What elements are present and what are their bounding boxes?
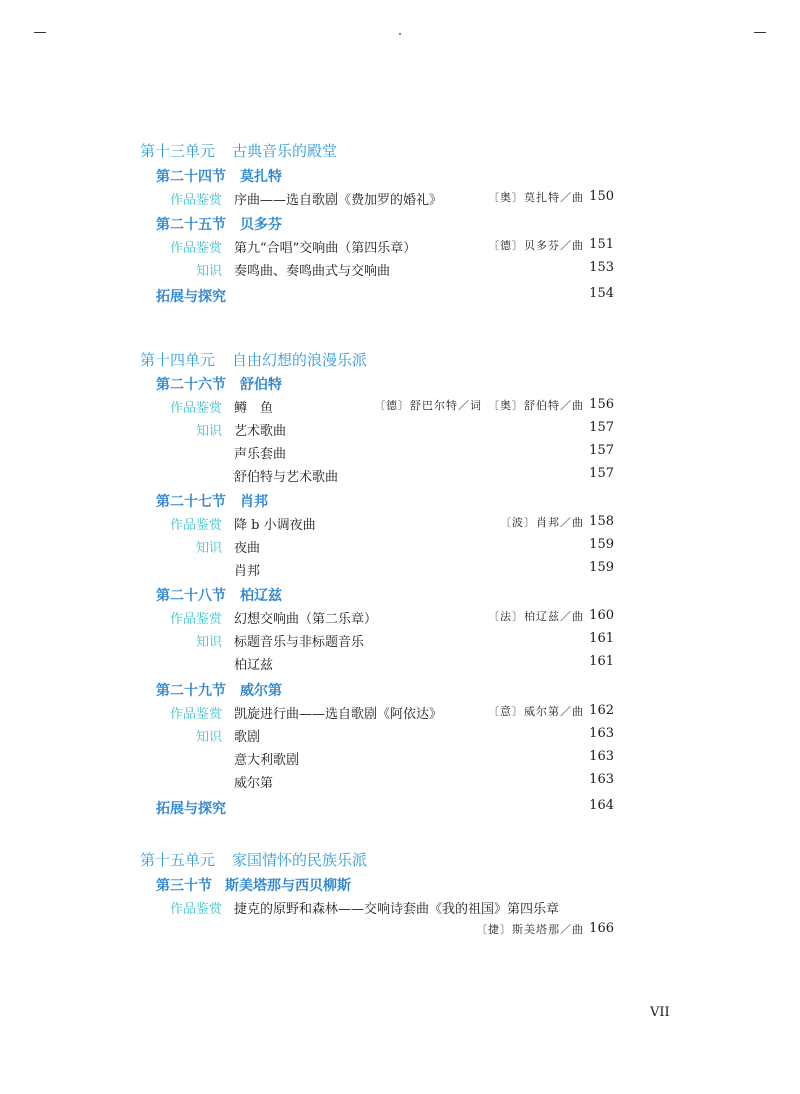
entry-tag: 知识 [195,424,222,439]
entry-title: 威尔第 [234,776,274,791]
entry-title: 鳟 鱼 [234,401,274,416]
entry-tag: 作品鉴赏 [169,902,222,917]
entry-page: 161 [589,654,614,669]
toc-entry[interactable] [0,560,800,582]
entry-title: 肖邦 [234,564,261,579]
entry-title: 声乐套曲 [234,447,287,462]
section-number: 第二十九节 [156,683,226,699]
entry-page: 150 [589,189,614,204]
section-title: 莫扎特 [240,169,282,185]
unit-title: 自由幻想的浪漫乐派 [232,351,368,369]
entry-tag: 作品鉴赏 [169,612,222,627]
entry-page: 166 [589,921,614,936]
entry-tag: 作品鉴赏 [169,518,222,533]
section-title: 舒伯特 [240,377,282,393]
section-heading[interactable] [0,585,800,607]
entry-tag: 知识 [195,541,222,556]
entry-credit: 〔奥〕舒伯特／曲 [488,399,584,412]
entry-credit: 〔意〕威尔第／曲 [488,705,584,718]
entry-title: 歌剧 [234,730,261,745]
entry-credit: 〔法〕柏辽兹／曲 [488,610,584,623]
entry-credit: 〔德〕贝多芬／曲 [488,239,584,252]
entry-page: 157 [589,466,614,481]
section-title: 肖邦 [240,494,268,510]
toc-entry[interactable] [0,260,800,282]
entry-page: 157 [589,420,614,435]
entry-tag: 作品鉴赏 [169,401,222,416]
unit-heading [0,849,800,871]
entry-page: 157 [589,443,614,458]
section-heading[interactable] [0,166,800,188]
unit-number: 第十四单元 [140,351,216,369]
entry-title: 夜曲 [234,541,261,556]
section-heading[interactable] [0,680,800,702]
toc-entry[interactable] [0,420,800,442]
section-title: 斯美塔那与西贝柳斯 [225,878,351,894]
toc-entry-continued[interactable] [0,921,800,943]
section-number: 第二十四节 [156,169,226,185]
entry-title: 柏辽兹 [234,658,274,673]
entry-page: 156 [589,397,614,412]
entry-tag: 作品鉴赏 [169,241,222,256]
toc-entry[interactable] [0,537,800,559]
section-number: 第二十五节 [156,217,226,233]
section-title: 贝多芬 [240,217,282,233]
entry-lyricist: 〔德〕舒巴尔特／词 [374,399,482,412]
section-heading[interactable] [0,491,800,513]
entry-title: 降 b 小调夜曲 [234,518,316,533]
section-number: 第二十七节 [156,494,226,510]
toc-entry[interactable] [0,772,800,794]
extension-entry[interactable] [0,798,800,820]
unit-heading [0,349,800,371]
section-title: 柏辽兹 [240,588,282,604]
entry-page: 163 [589,772,614,787]
section-number: 第三十节 [156,878,212,894]
entry-page: 163 [589,749,614,764]
entry-title: 序曲——选自歌剧《费加罗的婚礼》 [234,193,443,208]
entry-title: 奏鸣曲、奏鸣曲式与交响曲 [234,264,391,279]
unit-number: 第十三单元 [140,142,216,160]
crop-mark-center [399,33,401,35]
entry-page: 160 [589,608,614,623]
entry-tag: 作品鉴赏 [169,193,222,208]
extension-label: 拓展与探究 [156,289,226,305]
extension-label: 拓展与探究 [156,801,226,817]
toc-entry[interactable] [0,443,800,465]
crop-mark-right [754,32,766,33]
toc-entry[interactable] [0,703,800,725]
entry-title: 艺术歌曲 [234,424,287,439]
toc-entry[interactable] [0,898,800,920]
entry-page: 164 [589,798,614,813]
toc-entry[interactable] [0,631,800,653]
crop-mark-left [34,32,46,33]
toc-entry[interactable] [0,726,800,748]
entry-title: 标题音乐与非标题音乐 [234,635,365,650]
entry-tag: 知识 [195,635,222,650]
toc-entry[interactable] [0,397,800,419]
entry-title: 凯旋进行曲——选自歌剧《阿依达》 [234,707,443,722]
entry-page: 163 [589,726,614,741]
toc-entry[interactable] [0,749,800,771]
unit-title: 家国情怀的民族乐派 [232,851,368,869]
entry-page: 158 [589,514,614,529]
entry-tag: 知识 [195,264,222,279]
section-title: 威尔第 [240,683,282,699]
page-folio: VII [650,1005,670,1020]
entry-credit: 〔波〕肖邦／曲 [500,516,584,529]
extension-entry[interactable] [0,286,800,308]
entry-tag: 知识 [195,730,222,745]
section-number: 第二十六节 [156,377,226,393]
entry-page: 153 [589,260,614,275]
entry-credit: 〔捷〕斯美塔那／曲 [476,923,584,936]
entry-tag: 作品鉴赏 [169,707,222,722]
toc-entry[interactable] [0,514,800,536]
toc-entry[interactable] [0,654,800,676]
section-number: 第二十八节 [156,588,226,604]
toc-entry[interactable] [0,237,800,259]
unit-title: 古典音乐的殿堂 [232,142,338,160]
entry-title: 捷克的原野和森林——交响诗套曲《我的祖国》第四乐章 [234,902,560,917]
section-heading[interactable] [0,875,800,897]
toc-entry[interactable] [0,466,800,488]
entry-credit: 〔奥〕莫扎特／曲 [488,191,584,204]
unit-heading [0,140,800,162]
entry-title: 舒伯特与艺术歌曲 [234,470,339,485]
entry-page: 159 [589,560,614,575]
entry-page: 159 [589,537,614,552]
unit-number: 第十五单元 [140,851,216,869]
entry-title: 第九“合唱”交响曲（第四乐章） [234,241,417,256]
entry-page: 162 [589,703,614,718]
entry-page: 151 [589,237,614,252]
entry-page: 161 [589,631,614,646]
section-heading[interactable] [0,214,800,236]
entry-title: 幻想交响曲（第二乐章） [234,612,378,627]
toc-entry[interactable] [0,189,800,211]
section-heading[interactable] [0,374,800,396]
entry-page: 154 [589,286,614,301]
entry-title: 意大利歌剧 [234,753,300,768]
toc-entry[interactable] [0,608,800,630]
